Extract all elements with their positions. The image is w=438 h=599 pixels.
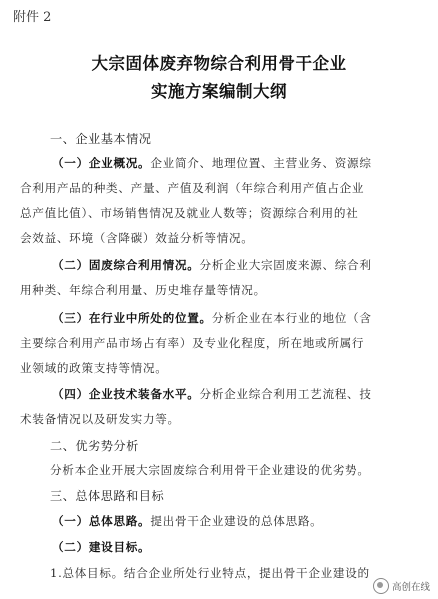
watermark-text: 高创在线 xyxy=(391,582,430,593)
para3-line1 xyxy=(52,310,372,326)
para4-text1: 分析企业综合利用工艺流程、技 xyxy=(199,387,372,401)
para4-label: （四）企业技术装备水平。 xyxy=(52,387,200,401)
para4-line2: 术装备情况以及研发实力等。 xyxy=(20,412,180,426)
section2-line1: 分析本企业开展大宗固废综合利用骨干企业建设的优劣势。 xyxy=(50,463,370,477)
para3-text1: 分析企业在本行业的地位（含 xyxy=(211,311,372,325)
para2-label: （二）固废综合利用情况。 xyxy=(52,258,200,272)
para3-line2: 主要综合利用产品市场占有率）及专业化程度，所在地或所属行 xyxy=(20,336,365,350)
watermark-logo-icon xyxy=(373,578,389,594)
document-title-line2: 实施方案编制大纲 xyxy=(151,82,287,101)
para2-line1 xyxy=(52,257,372,273)
document-title-line1: 大宗固体废弃物综合利用骨干企业 xyxy=(91,54,347,73)
para1-line1 xyxy=(52,155,372,171)
para1-line2: 合利用产品的种类、产量、产值及利润（年综合利用产值占企业 xyxy=(20,181,365,195)
para5-label: （一）总体思路。 xyxy=(52,514,151,528)
para5-line1 xyxy=(52,513,322,529)
para1-line3: 总产值比值）、市场销售情况及就业人数等；资源综合利用的社 xyxy=(20,206,359,220)
para2-line2: 用种类、年综合利用量、历史堆存量等情况。 xyxy=(20,283,266,297)
section2-heading: 二、优劣势分析 xyxy=(50,439,139,453)
watermark xyxy=(371,577,432,595)
para4-line1 xyxy=(52,386,372,402)
para6-label: （二）建设目标。 xyxy=(52,540,151,554)
section3-heading: 三、总体思路和目标 xyxy=(50,489,165,503)
para2-text1: 分析企业大宗固废来源、综合利 xyxy=(199,258,372,272)
para1-label: （一）企业概况。 xyxy=(52,156,151,170)
attachment-label: 附件 2 xyxy=(13,10,52,25)
para1-line4: 会效益、环境（含降碳）效益分析等情况。 xyxy=(20,231,254,245)
section1-heading: 一、企业基本情况 xyxy=(50,132,152,146)
para3-label: （三）在行业中所处的位置。 xyxy=(52,311,212,325)
para6-line1 xyxy=(52,539,150,555)
para3-line3: 业领域的政策支持等情况。 xyxy=(20,361,168,375)
para5-text1: 提出骨干企业建设的总体思路。 xyxy=(150,514,323,528)
para1-text1: 企业简介、地理位置、主营业务、资源综 xyxy=(150,156,372,170)
para7-line1: 1.总体目标。结合企业所处行业特点，提出骨干企业建设的 xyxy=(50,566,370,580)
